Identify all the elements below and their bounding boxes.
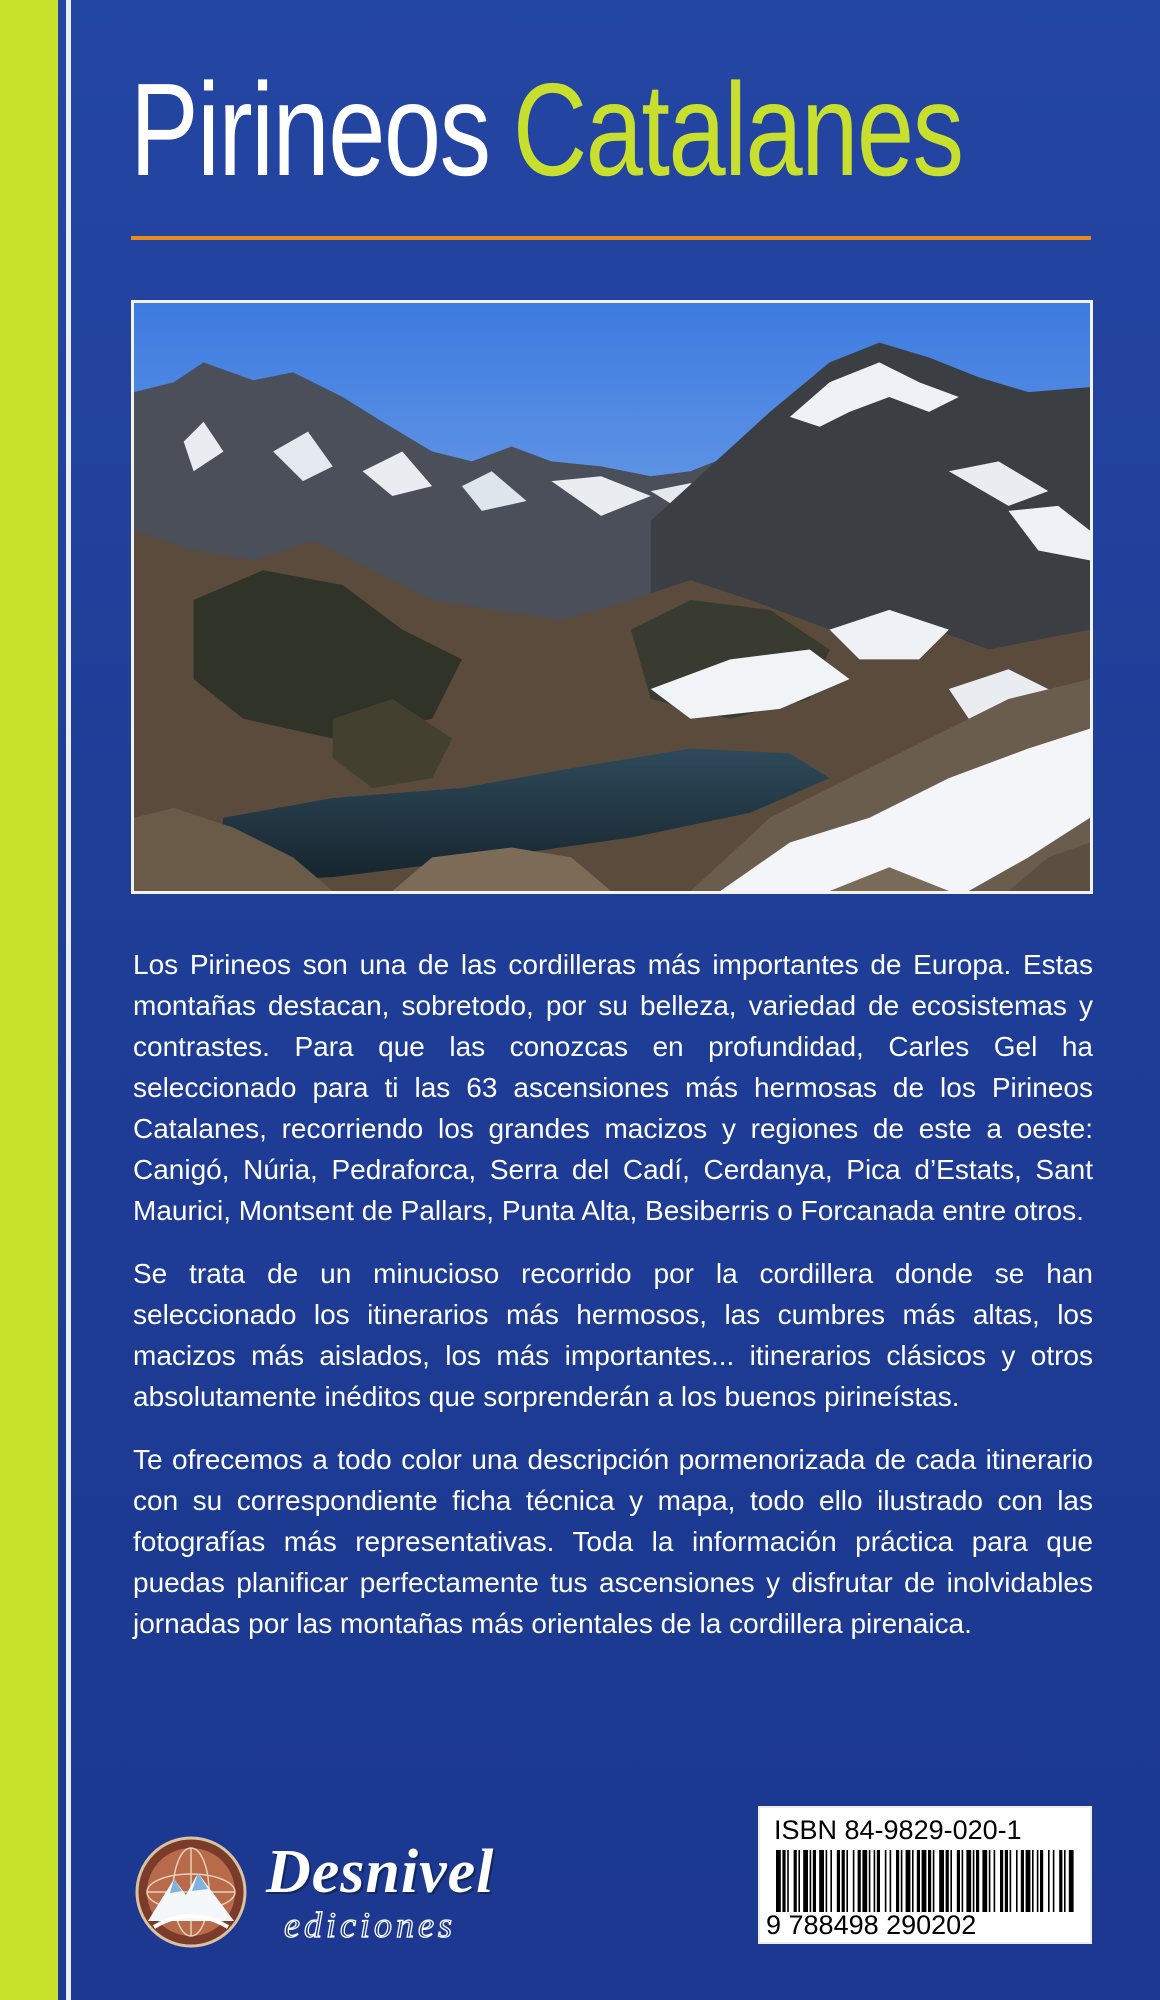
spine-stripe [0,0,58,2000]
publisher-subtitle: ediciones [284,1905,456,1945]
ean-digits: 9 788498 290202 [766,1910,977,1940]
isbn-barcode-block [758,1806,1092,1944]
description-paragraph-1: Los Pirineos son una de las cordilleras más importantes de Europa. Estas montañas destacan, sobretodo, por su belleza, variedad de ecosistemas y contrastes. Para que las conozcas en profundidad, Carles Gel ha seleccionado para ti las 63 ascensiones más hermosas de los Pirineos Catalanes, recorriendo los grandes macizos y regiones de este a oeste: Canigó, Núria, Pedraforca, Serra del Cadí, Cerdanya, Pica d’Estats, Sant Maurici, Montsent de Pallars, Punta Alta, Besiberris o Forcanada entre otros. [133,949,1093,1226]
spine-divider [66,0,71,2000]
description-paragraph-3: Te ofrecemos a todo color una descripción pormenorizada de cada itinerario con su correspondiente ficha técnica y mapa, todo ello ilustrado con las fotografías más representativas. Toda la información práctica para que puedas planificar perfectamente tus ascensiones y disfrutar de inolvidables jornadas por las montañas más orientales de la cordillera pirenaica. [133,1444,1093,1639]
barcode-icon [774,1850,1078,1912]
title-word-2: Catalanes [512,56,963,203]
publisher-logo [134,1835,554,1955]
globe-mountain-icon [134,1835,248,1949]
description-text [133,944,1093,1666]
description-paragraph-2: Se trata de un minucioso recorrido por la cordillera donde se han seleccionado los itinerarios más hermosos, las cumbres más altas, los macizos más aislados, los más importantes... itinerarios clásicos y otros absolutamente inéditos que sorprenderán a los buenos pirineístas. [133,1258,1093,1412]
publisher-name: Desnivel [266,1838,495,1906]
mountain-lake-photo [131,300,1093,894]
book-title [130,30,963,230]
title-word-1: Pirineos [130,56,490,203]
title-underline [131,236,1091,240]
mountain-landscape-illustration [134,303,1090,891]
isbn-number: ISBN 84-9829-020-1 [774,1815,1022,1845]
